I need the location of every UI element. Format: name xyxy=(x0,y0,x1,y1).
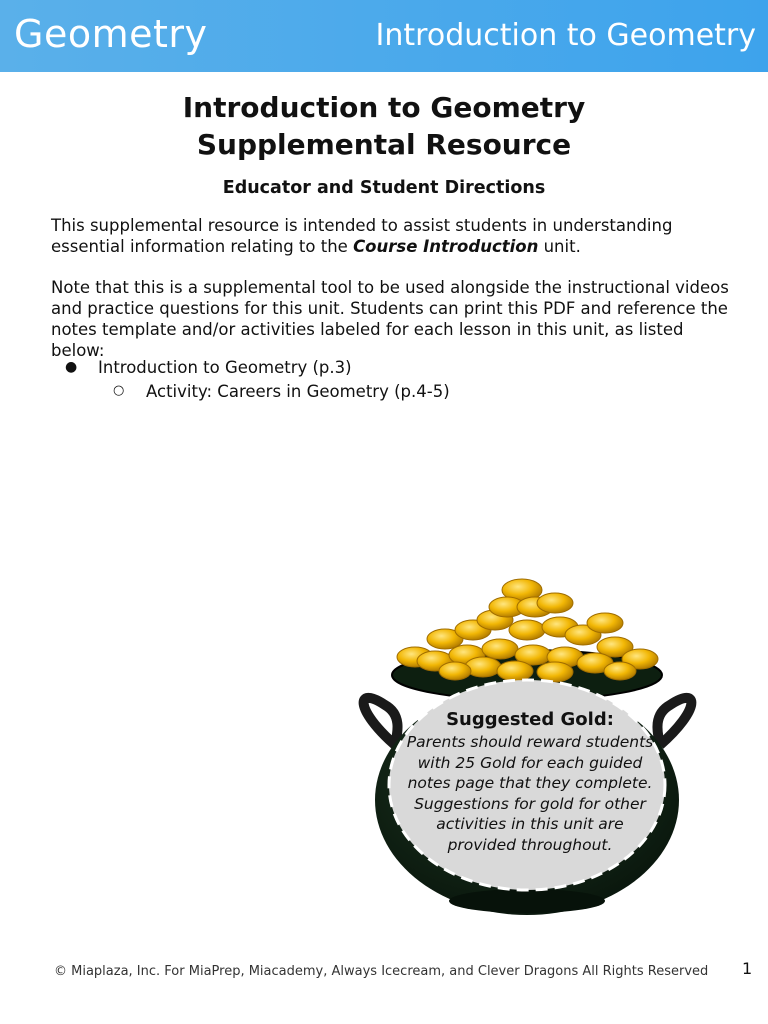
lesson-item: Introduction to Geometry (p.3) xyxy=(98,358,352,377)
gold-coins xyxy=(397,579,658,682)
section-subtitle: Educator and Student Directions xyxy=(222,178,546,198)
page-number: 1 xyxy=(742,959,753,978)
header-banner xyxy=(0,0,768,72)
subject-title: Geometry xyxy=(14,12,208,56)
pot-base xyxy=(449,889,605,913)
note-paragraph: Note that this is a supplemental tool to be used alongside the instructional videos and practice questions for this unit. Students can print this PDF and reference the notes template and/or activities labeled for each lesson in this unit, as listed below: xyxy=(51,278,729,360)
bullet-icon: ● xyxy=(65,359,78,375)
suggested-gold-title: Suggested Gold: xyxy=(446,709,614,730)
intro-text-after: unit. xyxy=(538,237,581,256)
course-name: Course Introduction xyxy=(353,237,539,256)
page-title-line-1: Introduction to Geometry xyxy=(182,91,586,124)
sub-bullet-icon: ○ xyxy=(113,383,125,398)
page-title-line-2: Supplemental Resource xyxy=(196,128,572,161)
suggested-gold-text: Parents should reward students with 25 Gold for each guided notes page that they complete. Suggestions for gold for other activities in this unit are provided throughout. xyxy=(406,733,654,854)
suggested-gold-box xyxy=(400,708,660,855)
activity-item: Activity: Careers in Geometry (p.4-5) xyxy=(146,382,450,401)
page-title xyxy=(0,89,768,163)
intro-text-before: This supplemental resource is intended to assist students in understanding essential information relating to the xyxy=(51,216,673,256)
pot-handle-left xyxy=(364,698,398,745)
copyright-footer: © Miaplaza, Inc. For MiaPrep, Miacademy, Always Icecream, and Clever Dragons All Rights Reserved xyxy=(54,964,709,979)
pot-handle-right xyxy=(657,698,691,745)
unit-title: Introduction to Geometry xyxy=(375,18,756,53)
intro-paragraph xyxy=(51,215,731,257)
